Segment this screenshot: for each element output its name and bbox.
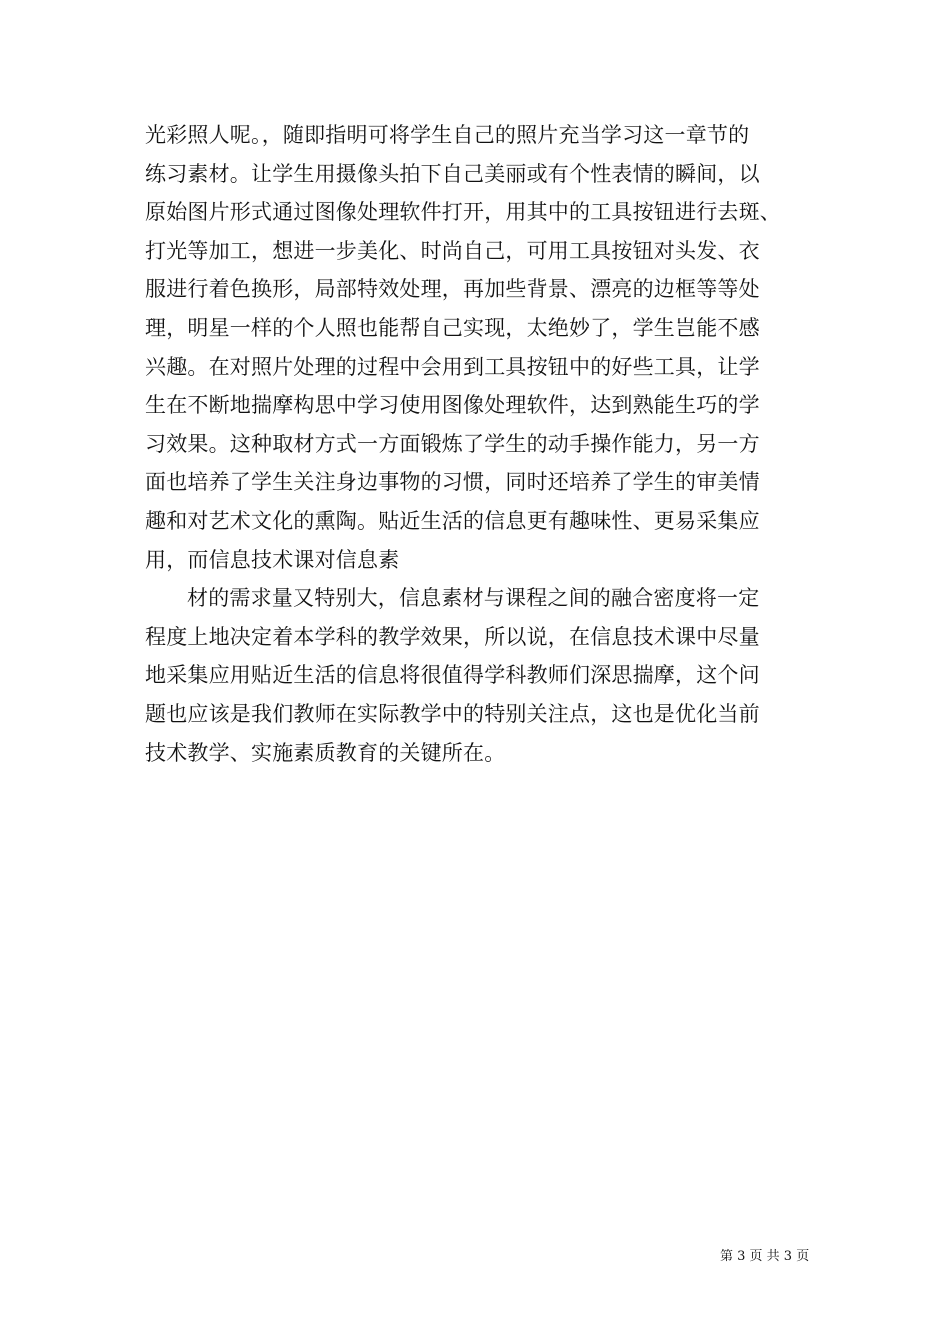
body-text [145, 116, 815, 772]
paragraph-1-line-11: 趣和对艺术文化的熏陶。贴近生活的信息更有趣味性、更易采集应 [145, 508, 760, 533]
paragraph-2-line-5: 技术教学、实施素质教育的关键所在。 [145, 740, 506, 765]
paragraph-2-line-2: 程度上地决定着本学科的教学效果，所以说，在信息技术课中尽量 [145, 624, 760, 649]
paragraph-1-line-10: 面也培养了学生关注身边事物的习惯，同时还培养了学生的审美情 [145, 470, 760, 495]
paragraph-2-line-1: 材的需求量又特别大，信息素材与课程之间的融合密度将一定 [187, 586, 760, 611]
paragraph-1-line-8: 生在不断地揣摩构思中学习使用图像处理软件，达到熟能生巧的学 [145, 393, 760, 418]
paragraph-1-line-7: 兴趣。在对照片处理的过程中会用到工具按钮中的好些工具，让学 [145, 354, 760, 379]
paragraph-1-line-2: 练习素材。让学生用摄像头拍下自己美丽或有个性表情的瞬间，以 [145, 161, 760, 186]
page-number-footer: 第 3 页 共 3 页 [720, 1249, 810, 1264]
paragraph-1-line-1: 光彩照人呢。，随即指明可将学生自己的照片充当学习这一章节的 [145, 123, 750, 147]
paragraph-1-line-5: 服进行着色换形，局部特效处理，再加些背景、漂亮的边框等等处 [145, 277, 760, 302]
paragraph-2-line-3: 地采集应用贴近生活的信息将很值得学科教师们深思揣摩，这个问 [145, 663, 760, 688]
paragraph-1-line-3: 原始图片形式通过图像处理软件打开，用其中的工具按钮进行去斑、 [145, 200, 781, 225]
paragraph-1-line-6: 理，明星一样的个人照也能帮自己实现，太绝妙了，学生岂能不感 [145, 315, 760, 340]
paragraph-1-line-12: 用，而信息技术课对信息素 [145, 547, 400, 572]
paragraph-1-line-9: 习效果。这种取材方式一方面锻炼了学生的动手操作能力，另一方 [145, 431, 760, 456]
paragraph-1-line-4: 打光等加工，想进一步美化、时尚自己，可用工具按钮对头发、衣 [145, 238, 760, 263]
paragraph-2-line-4: 题也应该是我们教师在实际教学中的特别关注点，这也是优化当前 [145, 701, 760, 726]
